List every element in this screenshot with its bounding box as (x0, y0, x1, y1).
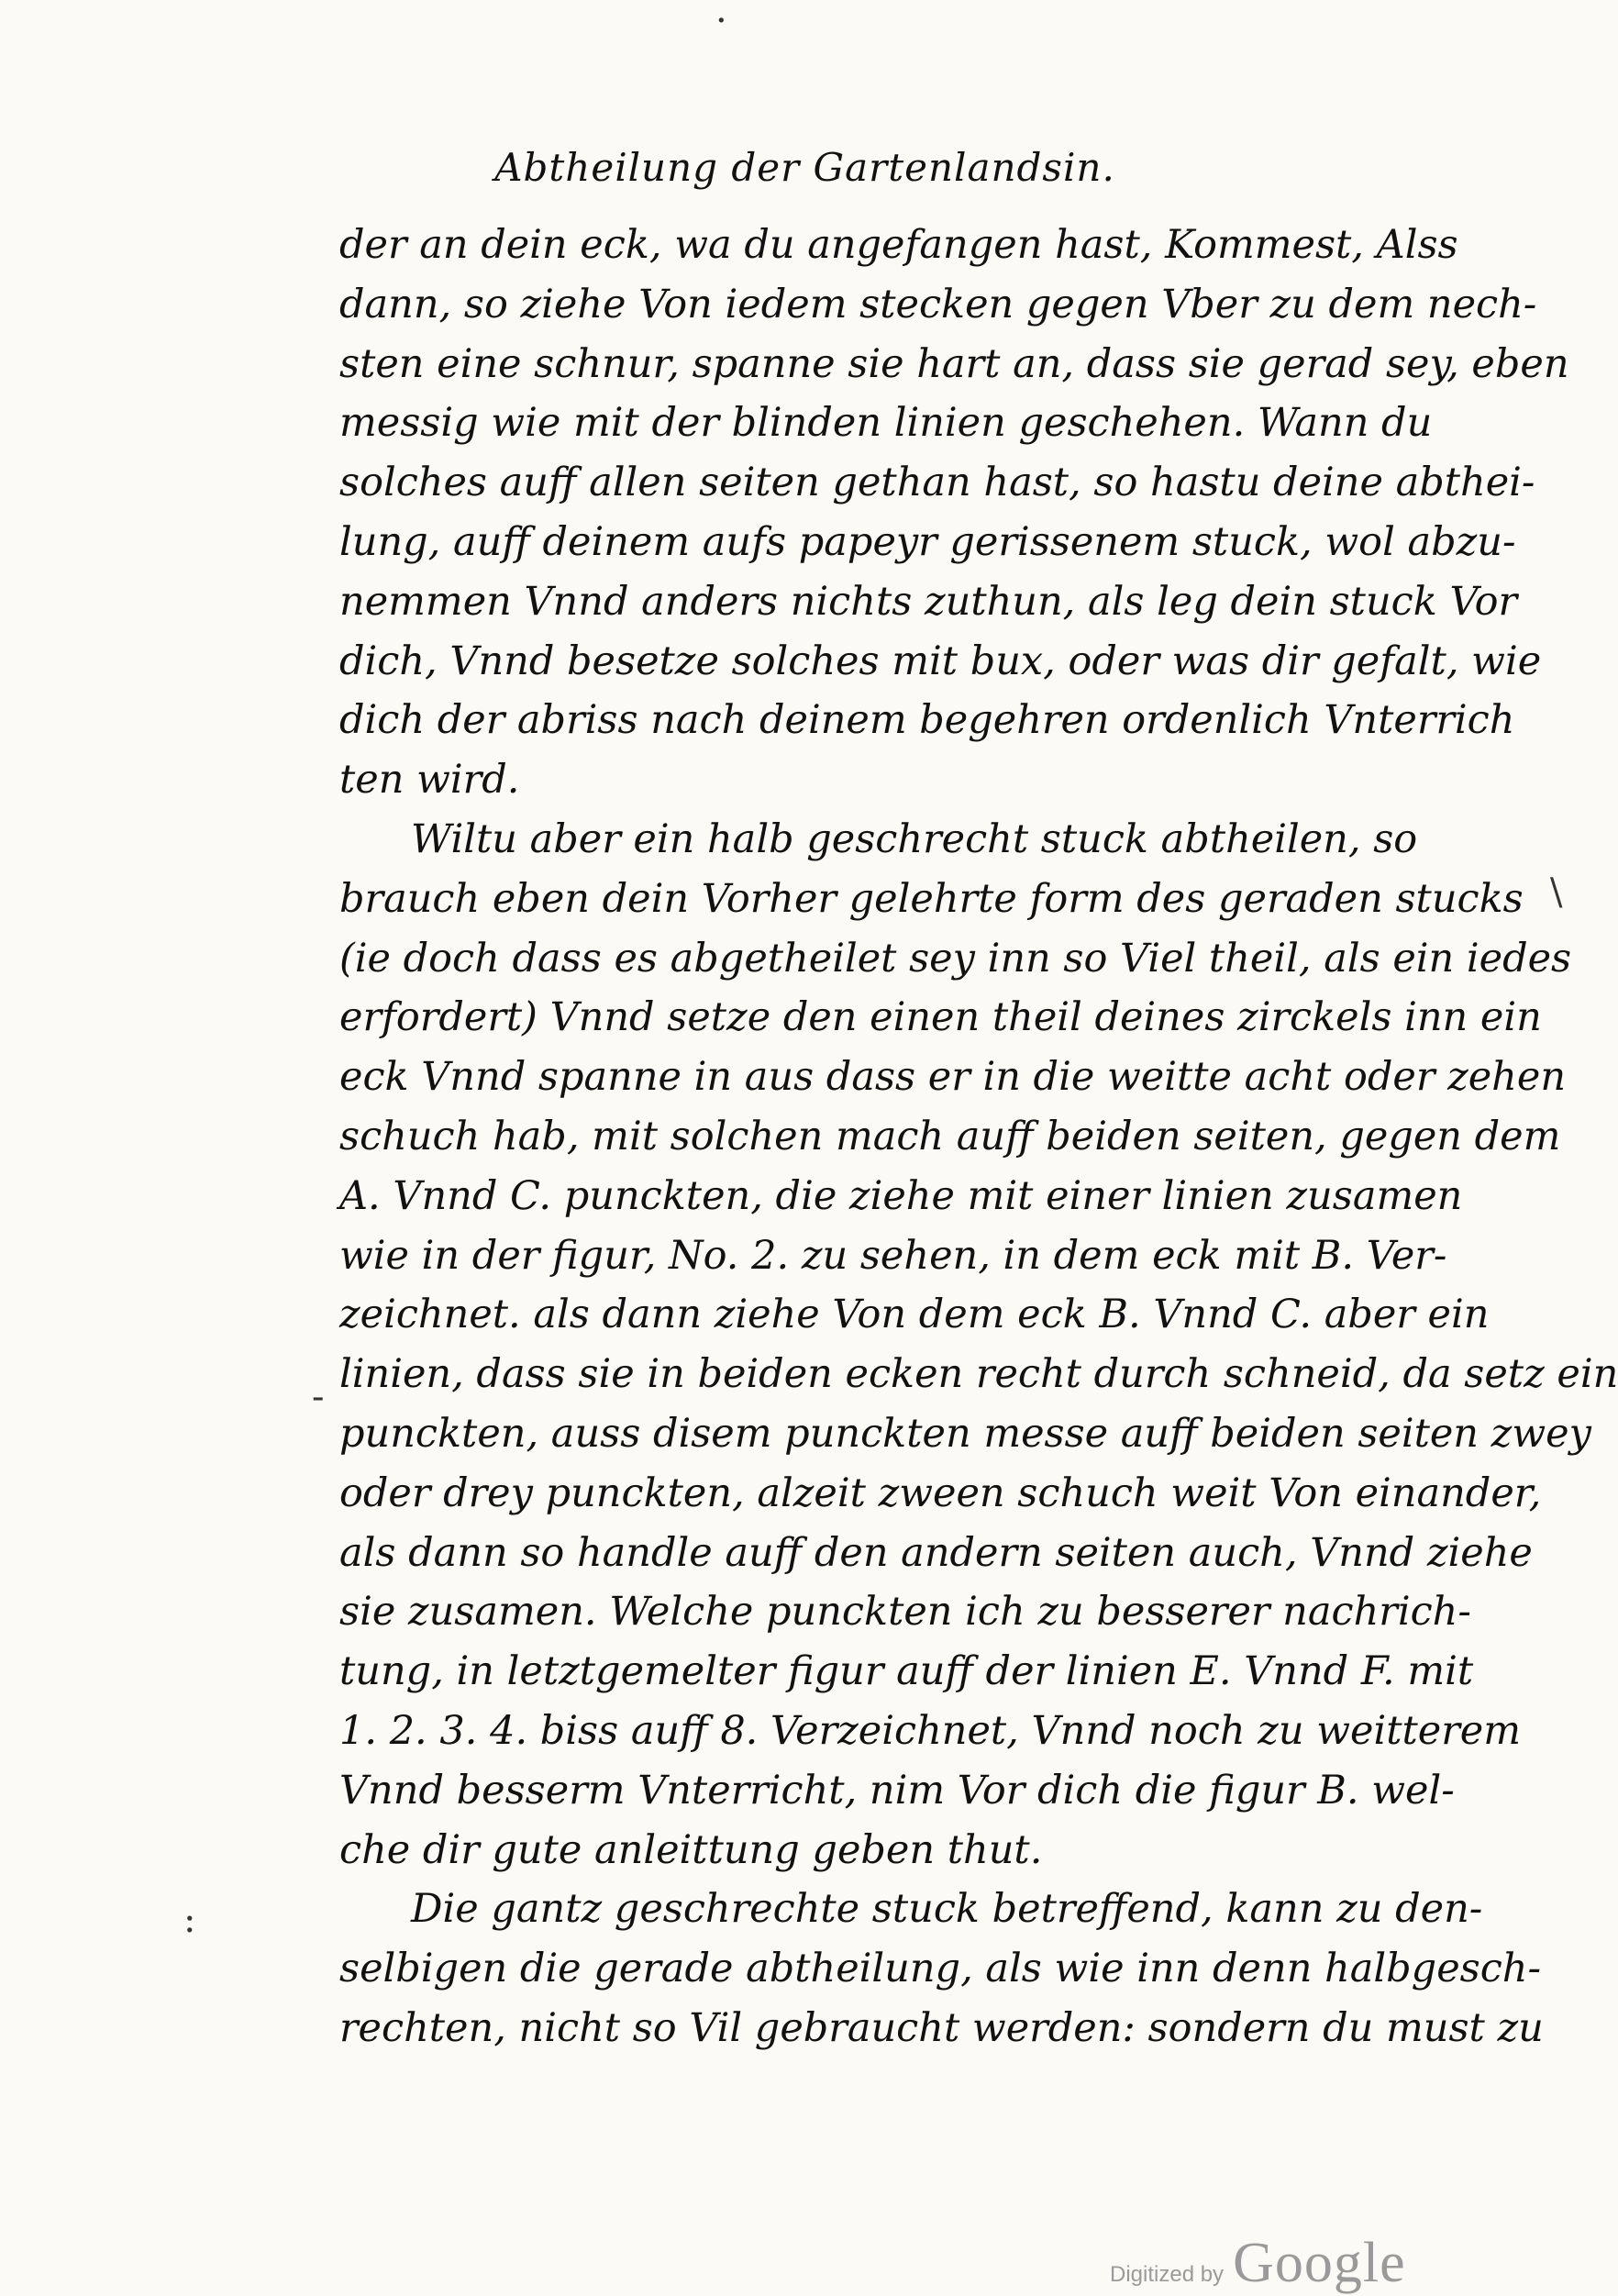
text-line: schuch hab, mit solchen mach auff beiden seiten, gegen dem (339, 1113, 1561, 1159)
text-line: oder drey punckten, alzeit zween schuch weit Von einander, (339, 1470, 1542, 1516)
text-line: solches auff allen seiten gethan hast, so hastu deine abthei- (339, 460, 1535, 506)
text-line: punckten, auss disem punckten messe auff beiden seiten zwey (339, 1410, 1591, 1457)
text-line: selbigen die gerade abtheilung, als wie inn denn halbgesch- (339, 1946, 1542, 1992)
text-line: che dir gute anleittung geben thut. (339, 1826, 1043, 1873)
text-line: erfordert) Vnnd setze den einen theil deines zirckels inn ein (339, 994, 1542, 1041)
margin-mark: \ (1550, 871, 1563, 914)
text-line: lung, auff deinem aufs papeyr gerissenem stuck, wol abzu- (339, 518, 1516, 565)
digitized-watermark (1110, 2231, 1406, 2296)
text-line: A. Vnnd C. punckten, die ziehe mit einer linien zusamen (339, 1172, 1463, 1219)
text-line: ten wird. (339, 757, 520, 804)
scan-speck: · (715, 0, 727, 42)
watermark-brand-logo: Google (1233, 2232, 1406, 2294)
text-line: (ie doch dass es abgetheilet sey inn so Viel theil, als ein iedes (339, 935, 1572, 982)
text-line: messig wie mit der blinden linien geschehen. Wann du (339, 400, 1433, 447)
text-line: tung, in letztgemelter figur auff der linien E. Vnnd F. mit (339, 1648, 1474, 1695)
text-line: dann, so ziehe Von iedem stecken gegen Vber zu dem nech- (339, 281, 1537, 327)
body-text (339, 216, 1618, 2058)
text-line: dich der abriss nach deinem begehren ordenlich Vnterrich (339, 697, 1515, 744)
margin-mark: : (183, 1899, 196, 1941)
text-line: nemmen Vnnd anders nichts zuthun, als leg dein stuck Vor (339, 578, 1518, 625)
margin-mark: - (312, 1376, 325, 1418)
text-line: sie zusamen. Welche punckten ich zu besserer nachrich- (339, 1589, 1471, 1636)
running-header: Abtheilung der Gartenlandsin. (494, 145, 1115, 190)
text-line: 1. 2. 3. 4. biss auff 8. Verzeichnet, Vnnd noch zu weitterem (339, 1707, 1521, 1754)
text-line: rechten, nicht so Vil gebraucht werden: sondern du must zu (339, 2004, 1544, 2051)
text-line: Vnnd besserm Vnterricht, nim Vor dich die figur B. wel- (339, 1767, 1455, 1814)
text-line: der an dein eck, wa du angefangen hast, Kommest, Alss (339, 222, 1458, 268)
text-line: Wiltu aber ein halb geschrecht stuck abtheilen, so (411, 815, 1418, 862)
text-line: brauch eben dein Vorher gelehrte form des geraden stucks (339, 875, 1524, 922)
text-line: linien, dass sie in beiden ecken recht durch schneid, da setz ein (339, 1351, 1618, 1398)
text-line: als dann so handle auff den andern seiten auch, Vnnd ziehe (339, 1529, 1533, 1576)
text-line: sten eine schnur, spanne sie hart an, dass sie gerad sey, eben (339, 340, 1569, 387)
watermark-prefix: Digitized by (1110, 2262, 1225, 2287)
text-line: Die gantz geschrechte stuck betreffend, kann zu den- (411, 1886, 1483, 1933)
text-line: wie in der figur, No. 2. zu sehen, in dem eck mit B. Ver- (339, 1232, 1447, 1279)
text-line: eck Vnnd spanne in aus dass er in die weitte acht oder zehen (339, 1054, 1567, 1101)
text-line: zeichnet. als dann ziehe Von dem eck B. Vnnd C. aber ein (339, 1292, 1490, 1338)
text-line: dich, Vnnd besetze solches mit bux, oder was dir gefalt, wie (339, 638, 1542, 684)
